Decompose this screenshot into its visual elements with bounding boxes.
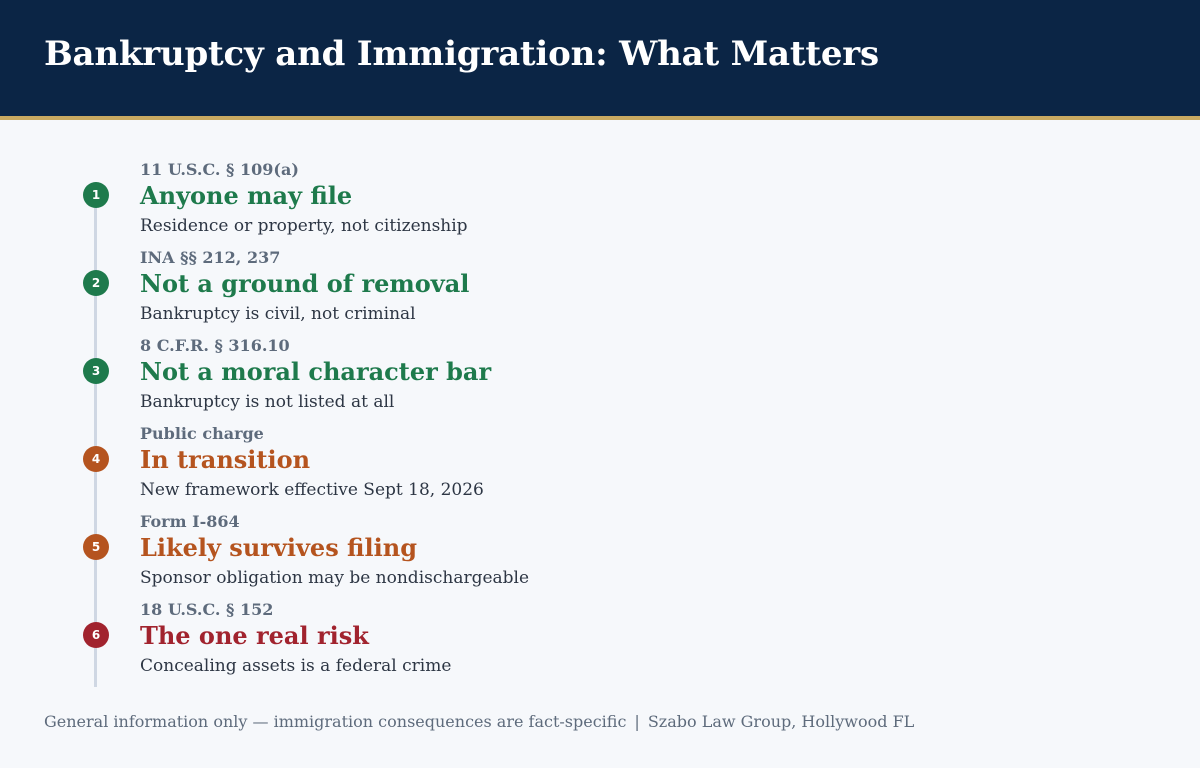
step-title: Not a ground of removal [140, 269, 470, 298]
step-number-badge: 1 [83, 182, 109, 208]
step-description: Bankruptcy is civil, not criminal [140, 304, 416, 324]
step-number-badge: 5 [83, 534, 109, 560]
step-reference: INA §§ 212, 237 [140, 248, 281, 267]
timeline-step-2 [0, 248, 1200, 345]
timeline-step-5 [0, 512, 1200, 609]
footer-note [44, 711, 914, 733]
step-description: Sponsor obligation may be nondischargeable [140, 568, 530, 588]
page-title: Bankruptcy and Immigration: What Matters [44, 34, 879, 74]
step-title: In transition [140, 445, 311, 474]
step-reference: 8 C.F.R. § 316.10 [140, 336, 290, 355]
footer-firm: Szabo Law Group, Hollywood FL [647, 712, 915, 731]
step-title: Likely survives filing [140, 533, 417, 562]
step-title: The one real risk [140, 621, 369, 650]
step-number-badge: 4 [83, 446, 109, 472]
timeline-step-4 [0, 424, 1200, 521]
step-reference: 18 U.S.C. § 152 [140, 600, 274, 619]
step-description: Bankruptcy is not listed at all [140, 392, 395, 412]
step-reference: Public charge [140, 424, 264, 443]
header-banner [0, 0, 1200, 120]
step-number-badge: 6 [83, 622, 109, 648]
step-description: New framework effective Sept 18, 2026 [140, 480, 484, 500]
step-reference: Form I-864 [140, 512, 240, 531]
step-number-badge: 2 [83, 270, 109, 296]
timeline-step-3 [0, 336, 1200, 433]
step-description: Concealing assets is a federal crime [140, 656, 452, 676]
step-number-badge: 3 [83, 358, 109, 384]
step-reference: 11 U.S.C. § 109(a) [140, 160, 299, 179]
step-title: Anyone may file [140, 181, 353, 210]
timeline-step-6 [0, 600, 1200, 697]
step-description: Residence or property, not citizenship [140, 216, 468, 236]
footer-separator: | [634, 712, 640, 731]
step-title: Not a moral character bar [140, 357, 492, 386]
timeline-step-1 [0, 160, 1200, 257]
footer-disclaimer: General information only — immigration consequences are fact-specific [44, 712, 627, 731]
